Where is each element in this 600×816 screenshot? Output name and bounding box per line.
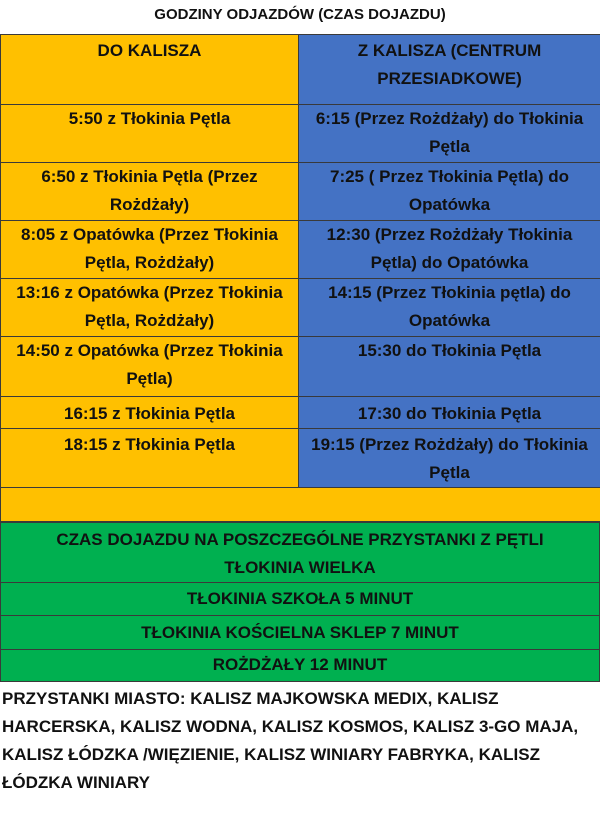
departure-from-kalisz: 14:15 (Przez Tłokinia pętla) do Opatówka xyxy=(299,279,600,337)
travel-time-item: ROŻDŻAŁY 12 MINUT xyxy=(1,650,600,682)
page-title: GODZINY ODJAZDÓW (CZAS DOJAZDU) xyxy=(154,6,446,23)
table-row xyxy=(1,279,600,337)
departure-from-kalisz: 12:30 (Przez Rożdżały Tłokinia Pętla) do Opatówka xyxy=(299,221,600,279)
column-header-to-kalisz: DO KALISZA xyxy=(1,35,299,105)
travel-time-item: TŁOKINIA KOŚCIELNA SKLEP 7 MINUT xyxy=(1,616,600,650)
table-row xyxy=(1,337,600,397)
departure-to-kalisz: 13:16 z Opatówka (Przez Tłokinia Pętla, Rożdżały) xyxy=(1,279,299,337)
departure-to-kalisz: 5:50 z Tłokinia Pętla xyxy=(1,105,299,163)
departure-from-kalisz: 15:30 do Tłokinia Pętla xyxy=(299,337,600,397)
departure-to-kalisz: 16:15 z Tłokinia Pętla xyxy=(1,397,299,429)
departure-from-kalisz: 19:15 (Przez Rożdżały) do Tłokinia Pętla xyxy=(299,429,600,488)
departure-to-kalisz: 18:15 z Tłokinia Pętla xyxy=(1,429,299,488)
departure-from-kalisz: 17:30 do Tłokinia Pętla xyxy=(299,397,600,429)
column-header-from-kalisz: Z KALISZA (CENTRUM PRZESIADKOWE) xyxy=(299,35,600,105)
travel-time-item: TŁOKINIA SZKOŁA 5 MINUT xyxy=(1,583,600,616)
table-header-row xyxy=(1,35,600,105)
yellow-separator xyxy=(1,488,600,522)
departures-table xyxy=(0,34,600,522)
departure-from-kalisz: 7:25 ( Przez Tłokinia Pętla) do Opatówka xyxy=(299,163,600,221)
city-stops-text: PRZYSTANKI MIASTO: KALISZ MAJKOWSKA MEDIX, KALISZ HARCERSKA, KALISZ WODNA, KALISZ KOSMOS, KALISZ 3-GO MAJA, KALISZ ŁÓDZKA /WIĘZIENIE, KALISZ WINIARY FABRYKA, KALISZ ŁÓDZKA WINIARY xyxy=(2,689,579,792)
table-row xyxy=(1,105,600,163)
table-row xyxy=(1,397,600,429)
table-row xyxy=(1,163,600,221)
spacer-row xyxy=(1,488,600,522)
travel-times-table xyxy=(0,522,600,682)
table-row xyxy=(1,429,600,488)
departure-to-kalisz: 8:05 z Opatówka (Przez Tłokinia Pętla, Rożdżały) xyxy=(1,221,299,279)
table-row xyxy=(1,221,600,279)
departure-from-kalisz: 6:15 (Przez Rożdżały) do Tłokinia Pętla xyxy=(299,105,600,163)
departure-to-kalisz: 6:50 z Tłokinia Pętla (Przez Rożdżały) xyxy=(1,163,299,221)
travel-times-header: CZAS DOJAZDU NA POSZCZEGÓLNE PRZYSTANKI Z PĘTLI TŁOKINIA WIELKA xyxy=(1,523,600,583)
departure-to-kalisz: 14:50 z Opatówka (Przez Tłokinia Pętla) xyxy=(1,337,299,397)
